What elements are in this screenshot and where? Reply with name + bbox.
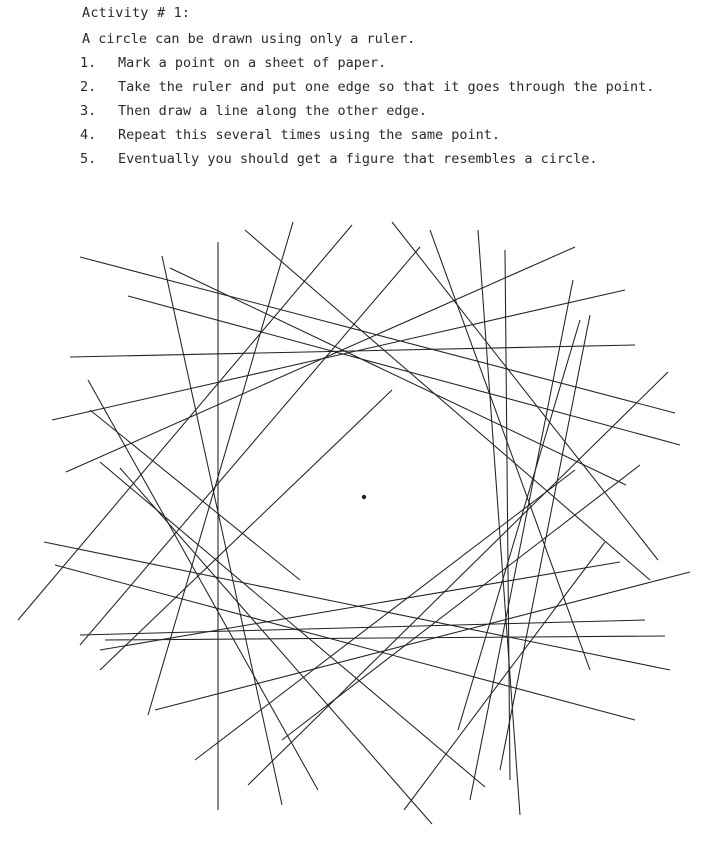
tangent-line: [248, 372, 668, 785]
tangent-line: [170, 268, 626, 485]
tangent-line: [52, 290, 625, 420]
instruction-step-1: [80, 55, 700, 71]
tangent-line: [470, 280, 573, 800]
step-text: Take the ruler and put one edge so that it goes through the point.: [118, 79, 655, 95]
instruction-step-5: [80, 151, 700, 167]
step-text: Mark a point on a sheet of paper.: [118, 55, 387, 71]
step-text: Eventually you should get a figure that resembles a circle.: [118, 151, 598, 167]
tangent-line: [404, 542, 605, 810]
step-number: 2.: [80, 79, 97, 95]
ruler-circle-figure: [0, 200, 720, 841]
tangent-line: [245, 230, 650, 580]
instruction-list: [80, 55, 700, 175]
tangent-line: [105, 636, 665, 640]
tangent-line: [80, 247, 420, 645]
instruction-step-4: [80, 127, 700, 143]
tangent-line: [100, 462, 485, 787]
tangent-line: [505, 250, 510, 780]
tangent-line: [120, 468, 432, 824]
step-number: 1.: [80, 55, 97, 71]
activity-intro: A circle can be drawn using only a ruler.: [82, 31, 416, 47]
step-text: Then draw a line along the other edge.: [118, 103, 427, 119]
tangent-lines: [18, 222, 690, 824]
tangent-line: [282, 465, 640, 740]
step-number: 4.: [80, 127, 97, 143]
tangent-line: [128, 296, 680, 445]
tangent-line: [162, 256, 282, 805]
center-point: [362, 495, 366, 499]
tangent-line: [195, 470, 575, 760]
step-number: 3.: [80, 103, 97, 119]
step-text: Repeat this several times using the same point.: [118, 127, 501, 143]
step-number: 5.: [80, 151, 97, 167]
activity-title: Activity # 1:: [82, 5, 191, 21]
instruction-step-3: [80, 103, 700, 119]
tangent-line: [66, 247, 575, 472]
instruction-step-2: [80, 79, 700, 95]
